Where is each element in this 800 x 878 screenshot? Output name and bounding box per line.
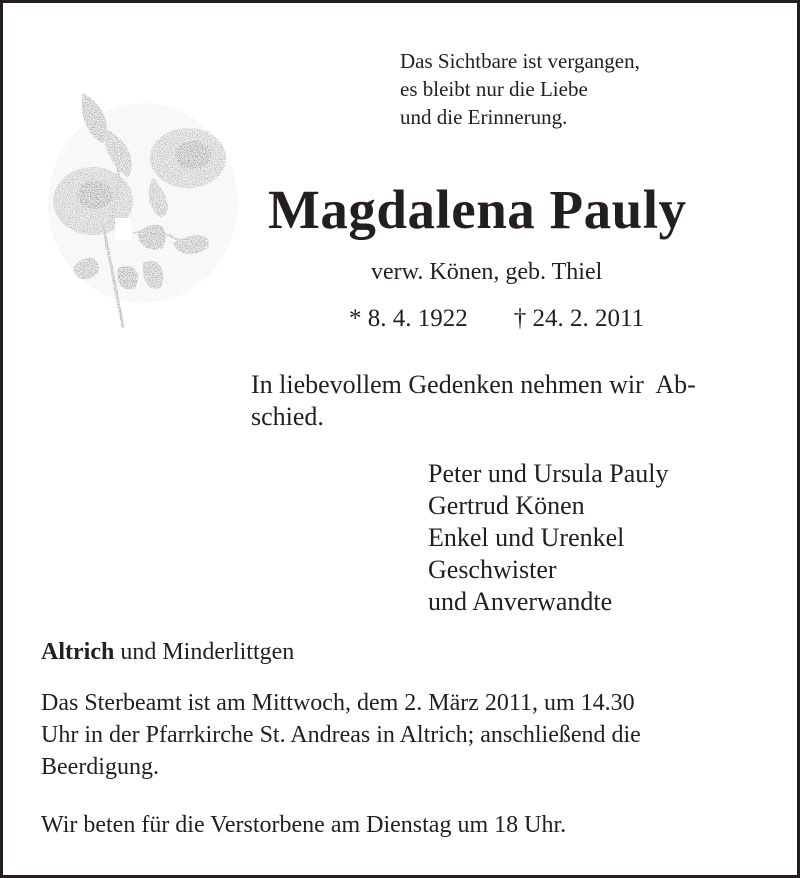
rose-illustration-icon — [43, 83, 248, 338]
place-rest: und Minderlittgen — [114, 639, 295, 665]
mourner: und Anverwandte — [428, 587, 613, 616]
service-info — [41, 687, 766, 783]
mourner: Enkel und Urenkel — [428, 523, 625, 552]
memorial-verse — [400, 47, 640, 131]
life-dates — [349, 303, 644, 335]
farewell-line: schied. — [251, 402, 324, 431]
farewell-text — [251, 369, 781, 433]
mourner: Gertrud Könen — [428, 491, 585, 520]
maiden-name-line: verw. Könen, geb. Thiel — [371, 259, 603, 285]
mourners-list — [428, 458, 668, 618]
verse-line: und die Erinnerung. — [400, 105, 568, 129]
mourner: Geschwister — [428, 555, 557, 584]
verse-line: es bleibt nur die Liebe — [400, 77, 588, 101]
birth-date: * 8. 4. 1922 — [349, 305, 468, 332]
death-date: † 24. 2. 2011 — [513, 305, 645, 332]
place-bold: Altrich — [41, 639, 115, 665]
prayer-info: Wir beten für die Verstorbene am Dienstag um 18 Uhr. — [41, 812, 567, 838]
deceased-name: Magdalena Pauly — [268, 179, 687, 240]
service-line: Das Sterbeamt ist am Mittwoch, dem 2. März 2011, um 14.30 — [41, 690, 635, 716]
place-line — [41, 637, 294, 667]
verse-line: Das Sichtbare ist vergangen, — [400, 49, 640, 73]
service-line: Uhr in der Pfarrkirche St. Andreas in Altrich; anschließend die — [41, 722, 641, 748]
service-line: Beerdigung. — [41, 754, 159, 780]
farewell-line: In liebevollem Gedenken nehmen wir Ab- — [251, 370, 696, 399]
mourner: Peter und Ursula Pauly — [428, 459, 669, 488]
